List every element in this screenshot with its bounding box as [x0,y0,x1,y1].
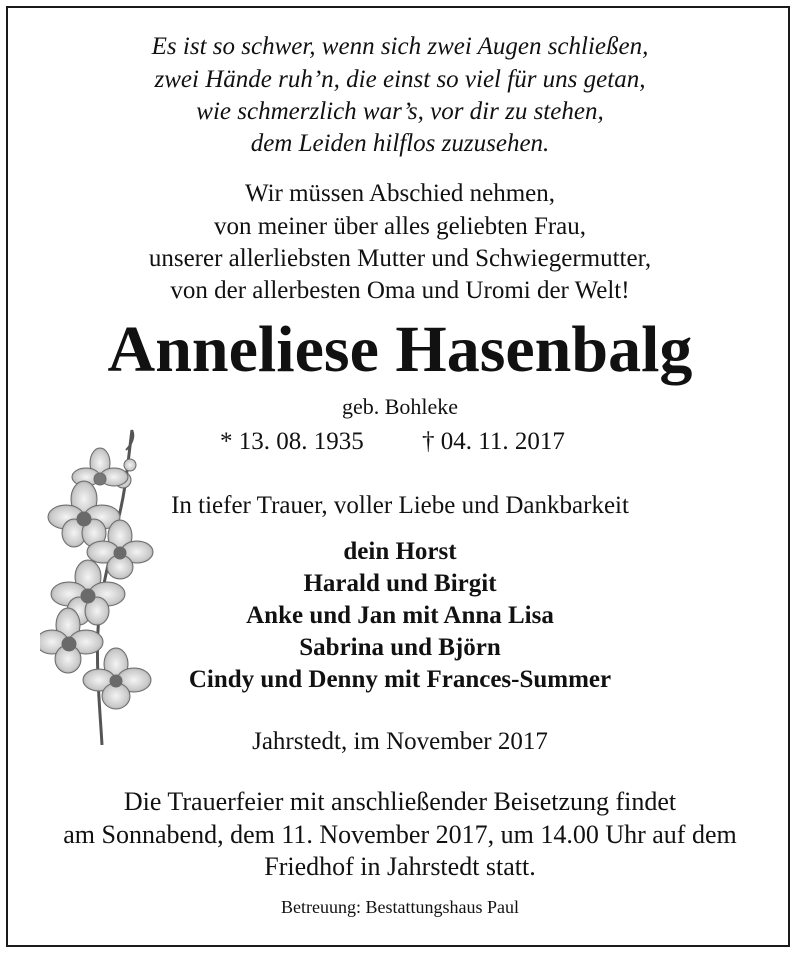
mourning-line: In tiefer Trauer, voller Liebe und Dankbarkeit [171,492,629,519]
poem-line-4: dem Leiden hilflos zuzusehen. [250,130,550,157]
family-member: Cindy und Denny mit Frances-Summer [188,666,612,693]
funeral-home-credit: Betreuung: Bestattungshaus Paul [281,897,519,917]
family-member: Harald und Birgit [303,570,497,597]
funeral-line-3: Friedhof in Jahrstedt statt. [264,852,536,881]
intro-line-4: von der allerbesten Oma und Uromi der Welt! [170,277,630,304]
deceased-name: Anneliese Hasenbalg [107,313,693,386]
intro-line-1: Wir müssen Abschied nehmen, [244,180,556,207]
family-member: Anke und Jan mit Anna Lisa [246,602,554,629]
poem-line-2: zwei Hände ruh’n, die einst so viel für uns getan, [154,66,646,93]
intro-line-2: von meiner über alles geliebten Frau, [213,213,587,240]
family-member: dein Horst [343,538,457,565]
poem-line-1: Es ist so schwer, wenn sich zwei Augen schließen, [151,33,649,60]
birth-date: * 13. 08. 1935 [220,428,364,455]
intro-line-3: unserer allerliebsten Mutter und Schwiegermutter, [148,245,652,272]
death-date: † 04. 11. 2017 [422,428,565,455]
family-member: Sabrina und Björn [299,634,501,661]
place-date: Jahrstedt, im November 2017 [252,728,548,755]
poem-line-3: wie schmerzlich war’s, vor dir zu stehen, [196,98,604,125]
funeral-line-2: am Sonnabend, dem 11. November 2017, um 14.00 Uhr auf dem [63,820,737,849]
funeral-line-1: Die Trauerfeier mit anschließender Beisetzung findet [123,787,677,816]
birth-name: geb. Bohleke [341,394,459,419]
